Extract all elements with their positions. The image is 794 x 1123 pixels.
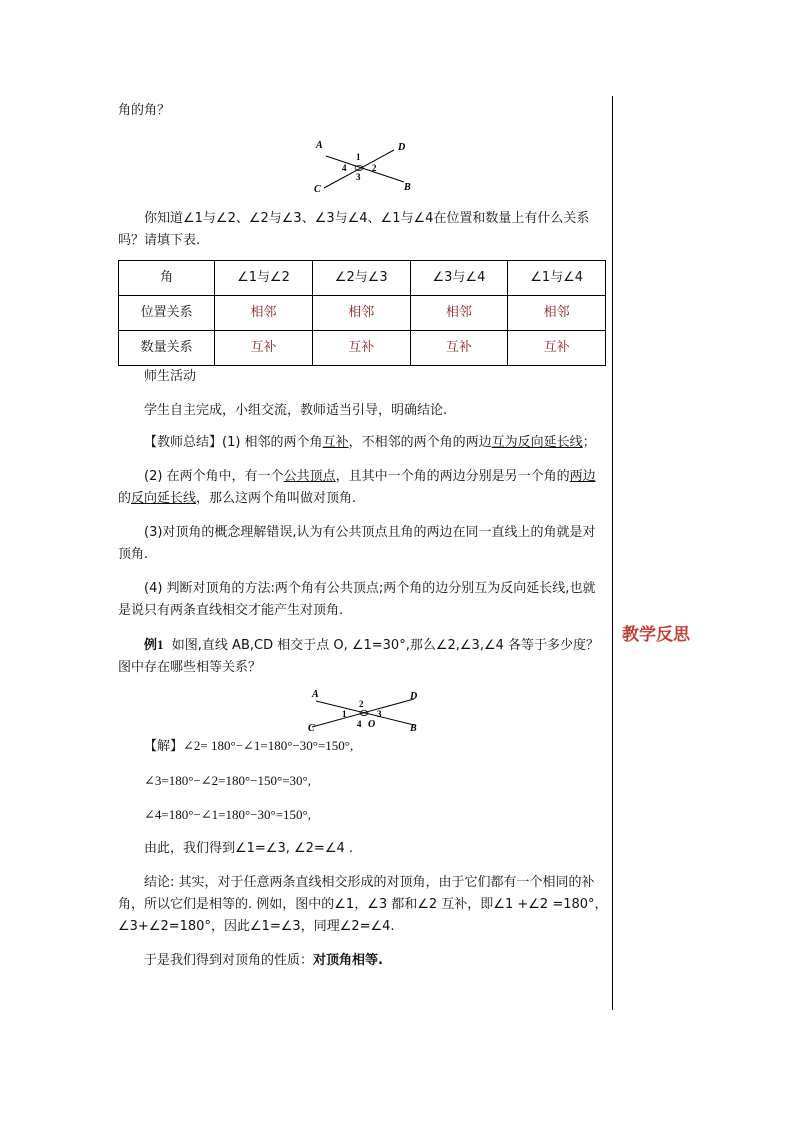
angle-relation-table bbox=[118, 260, 606, 366]
angle-2-label: 2 bbox=[359, 699, 364, 709]
summary-4: (4) 判断对顶角的方法:两个角有公共顶点;两个角的边分别互为反向延长线,也就是说只有两条直线相交才能产生对顶角. bbox=[118, 581, 596, 618]
activity-text: 学生自主完成，小组交流，教师适当引导，明确结论. bbox=[144, 403, 448, 418]
summary-1: 【教师总结】(1) 相邻的两个角互补，不相邻的两个角的两边互为反向延长线； bbox=[144, 435, 596, 450]
angle-3-label: 3 bbox=[377, 709, 382, 719]
property-bold: 对顶角相等. bbox=[313, 953, 383, 968]
intersecting-lines-figure-1 bbox=[118, 134, 608, 194]
table-cell: 互补 bbox=[215, 331, 313, 366]
example-1: 例1 如图,直线 AB,CD 相交于点 O, ∠1=30°,那么∠2,∠3,∠4 各等于多少度？图中存在哪些相等关系？ bbox=[118, 637, 600, 675]
line-AB bbox=[326, 156, 404, 182]
label-B: B bbox=[410, 723, 417, 731]
label-B: B bbox=[404, 182, 411, 193]
solution-line-2: ∠3=180°−∠2=180°−150°=30°, bbox=[144, 773, 311, 788]
lesson-content bbox=[118, 100, 608, 972]
angle-3-label: 3 bbox=[356, 172, 361, 182]
label-D: D bbox=[410, 691, 418, 702]
teaching-reflection-label: 教学反思 bbox=[622, 625, 690, 645]
table-cell: 互补 bbox=[410, 331, 508, 366]
question-text: 你知道∠1与∠2、∠2与∠3、∠3与∠4、∠1与∠4在位置和数量上有什么关系吗？请填下表. bbox=[118, 211, 590, 248]
property-text: 于是我们得到对顶角的性质：对顶角相等. bbox=[144, 953, 383, 968]
table-row bbox=[119, 296, 606, 331]
table-header-cell: ∠1与∠2 bbox=[215, 261, 313, 296]
angle-1-label: 1 bbox=[342, 709, 347, 719]
table-header-cell: 角 bbox=[119, 261, 215, 296]
table-header-cell: ∠1与∠4 bbox=[508, 261, 606, 296]
angle-4-label: 4 bbox=[357, 719, 362, 729]
solution-line-4: 由此，我们得到∠1=∠3, ∠2=∠4 . bbox=[144, 841, 354, 856]
conclusion-text: 结论: 其实，对于任意两条直线相交形成的对顶角，由于它们都有一个相同的补角，所以它们是相等的. 例如，图中的∠1，∠3 都和∠2 互补，即∠1 +∠2 =180°，∠3+∠2=180°，因此∠1=∠3，同理∠2=∠4. bbox=[118, 875, 608, 934]
table-header-cell: ∠2与∠3 bbox=[312, 261, 410, 296]
angle-2-label: 2 bbox=[372, 163, 377, 173]
activity-heading: 师生活动 bbox=[144, 369, 197, 384]
table-cell: 相邻 bbox=[312, 296, 410, 331]
example-label: 例1 bbox=[144, 637, 164, 652]
summary-3: (3)对顶角的概念理解错误,认为有公共顶点且角的两边在同一直线上的角就是对顶角. bbox=[118, 525, 596, 562]
label-C: C bbox=[314, 184, 321, 194]
label-A: A bbox=[316, 140, 323, 151]
label-A: A bbox=[312, 689, 319, 700]
solution-line-1: 【解】∠2= 180°−∠1=180°−30°=150°, bbox=[144, 738, 354, 754]
angle-4-label: 4 bbox=[342, 163, 347, 173]
table-cell: 相邻 bbox=[215, 296, 313, 331]
label-C: C bbox=[308, 723, 315, 731]
table-row bbox=[119, 331, 606, 366]
table-cell: 互补 bbox=[508, 331, 606, 366]
margin-divider bbox=[612, 96, 613, 1010]
table-cell: 互补 bbox=[312, 331, 410, 366]
summary-2: (2) 在两个角中，有一个公共顶点，且其中一个角的两边分别是另一个角的两边的反向延长线，那么这两个角叫做对顶角. bbox=[118, 469, 596, 506]
intersecting-lines-figure-2 bbox=[118, 685, 608, 731]
row-header-cell: 位置关系 bbox=[119, 296, 215, 331]
table-header-cell: ∠3与∠4 bbox=[410, 261, 508, 296]
angle-1-label: 1 bbox=[356, 152, 361, 162]
row-header-cell: 数量关系 bbox=[119, 331, 215, 366]
table-cell: 相邻 bbox=[508, 296, 606, 331]
table-header-row bbox=[119, 261, 606, 296]
table-cell: 相邻 bbox=[410, 296, 508, 331]
label-D: D bbox=[398, 142, 406, 153]
intro-text: 角的角？ bbox=[118, 103, 171, 118]
solution-line-3: ∠4=180°−∠1=180°−30°=150°, bbox=[144, 807, 311, 822]
label-O: O bbox=[368, 719, 376, 730]
